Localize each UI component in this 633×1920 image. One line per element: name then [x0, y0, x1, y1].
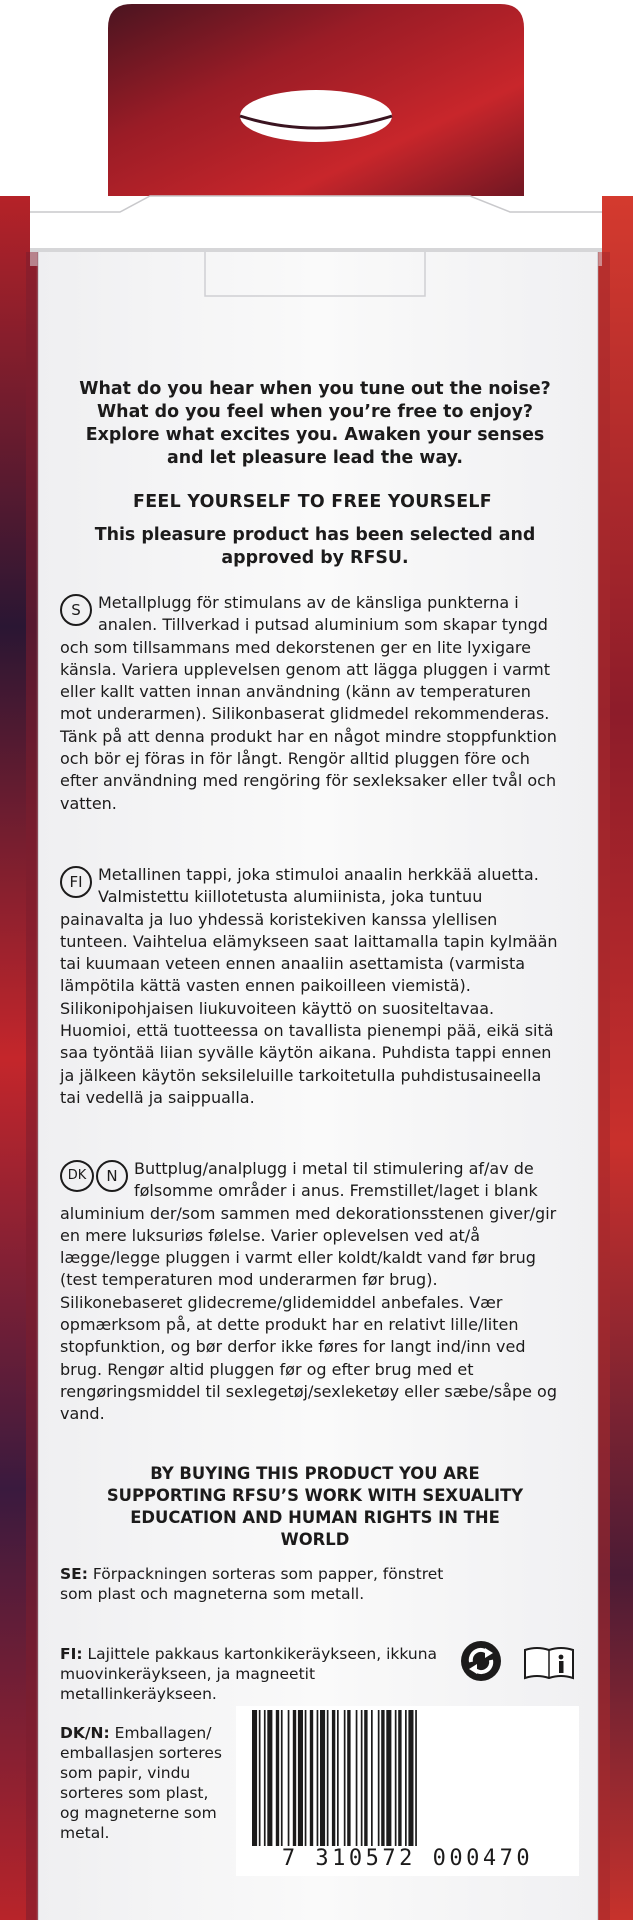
- recycling-label: SE:: [60, 1565, 88, 1583]
- recycling-se: [60, 1564, 460, 1604]
- barcode-bar: [281, 1710, 283, 1846]
- barcode-bar: [381, 1710, 384, 1846]
- barcode-bar: [395, 1710, 397, 1846]
- barcode-bar: [408, 1710, 413, 1846]
- recycling-label: DK/N:: [60, 1724, 110, 1742]
- barcode-bar: [378, 1710, 380, 1846]
- language-badge-se: S: [60, 594, 92, 626]
- barcode-bar: [405, 1710, 407, 1846]
- language-badge-n: N: [96, 1160, 128, 1192]
- barcode-bar: [305, 1710, 307, 1846]
- barcode-bar: [332, 1710, 335, 1846]
- barcode-bar: [356, 1710, 358, 1846]
- barcode-bar: [252, 1710, 257, 1860]
- intro-text: What do you hear when you tune out the noise? What do you feel when you’re free to enjoy? Explore what excites you. Awaken your senses and let pleasure lead the way.: [79, 379, 551, 468]
- info-leaflet-icon: [523, 1646, 575, 1680]
- language-badge-dk: DK: [60, 1160, 94, 1192]
- recycling-label: FI:: [60, 1645, 83, 1663]
- recycling-text: Förpackningen sorteras som papper, fönstret som plast och magneterna som metall.: [60, 1565, 444, 1603]
- barcode-bar: [337, 1710, 339, 1860]
- barcode-bar: [317, 1710, 319, 1846]
- section-danish-norwegian: [60, 1158, 565, 1426]
- barcode-bar: [293, 1710, 296, 1846]
- barcode-bar: [364, 1710, 367, 1846]
- barcode-bar: [371, 1710, 373, 1846]
- barcode-bar: [344, 1710, 346, 1846]
- headline: FEEL YOURSELF TO FREE YOURSELF: [133, 492, 492, 512]
- recycling-text: Emballagen/ emballasjen sorteres som papir, vindu sorteres som plast, og magneterne som metal.: [60, 1724, 222, 1842]
- barcode-bar: [267, 1710, 272, 1846]
- barcode-bar: [288, 1710, 290, 1846]
- approved-statement: This pleasure product has been selected and approved by RFSU.: [94, 525, 536, 568]
- supporting-statement: BY BUYING THIS PRODUCT YOU ARE SUPPORTING RFSU’S WORK WITH SEXUALITY EDUCATION AND HUMAN RIGHTS IN THE WORLD: [106, 1464, 524, 1549]
- barcode-bar: [264, 1710, 266, 1846]
- recycling-text: Lajittele pakkaus kartonkikeräykseen, ikkuna muovinkeräykseen, ja magneetit metallinkeräykseen.: [60, 1645, 438, 1703]
- barcode-bar: [398, 1710, 401, 1846]
- recycling-dk-n: [60, 1723, 228, 1843]
- barcode-bar: [327, 1710, 329, 1846]
- section-text: Metallplugg för stimulans av de känsliga punkterna i analen. Tillverkad i putsad aluminium som skapar tyngd och som tillsammans med dekorstenen ger en lite lyxigare känsla. Variera upplevelsen genom att lägga pluggen i varmt eller kallt vatten innan användning (känn av temperaturen mot underarmen). Silikonbaserat glidmedel rekommenderas. Tänk på att denna produkt har en något mindre stoppfunktion och bör ej föras in för långt. Rengör alltid pluggen före och efter användning med rengöring för sexleksaker eller tvål och vatten.: [60, 593, 557, 813]
- language-badge-fi: FI: [60, 866, 92, 898]
- barcode-bar: [386, 1710, 391, 1846]
- barcode-bar: [259, 1710, 261, 1860]
- recycle-icon: [460, 1640, 502, 1682]
- barcode-bar: [415, 1710, 417, 1860]
- recycling-fi: [60, 1644, 440, 1704]
- barcode-bar: [310, 1710, 313, 1846]
- section-finnish: [60, 864, 565, 1109]
- barcode-bar: [347, 1710, 350, 1846]
- section-swedish: [60, 592, 565, 815]
- barcode-bar: [361, 1710, 363, 1846]
- section-text: Metallinen tappi, joka stimuloi anaalin herkkää aluetta. Valmistettu kiillotetusta alumiinista, joka tuntuu painavalta ja luo yhdessä koristekiven kanssa ylellisen tunteen. Vaihtelua elämykseen saat laittamalla tapin kylmään tai kuumaan veteen ennen anaaliin asettamista (varmista lämpötila kättä vasten ennen paikoilleen viemistä). Silikonipohjaisen liukuvoiteen käyttö on suositeltavaa. Huomioi, että tuotteessa on tavallista pienempi pää, eikä sitä saa työntää liian syvälle käytön aikana. Puhdista tappi ennen ja jälkeen käytön seksileluille tarkoitetulla puhdistusaineella tai vedellä ja saippualla.: [60, 865, 558, 1107]
- section-text: Buttplug/analplugg i metal til stimulering af/av de følsomme områder i anus. Fremstillet/laget i blank aluminium der/som sammen med dekorationsstenen giver/gir en mere luksuriøs følelse. Varier oplevelsen ved at/å lægge/legge pluggen i varmt eller koldt/kaldt vand før brug (test temperaturen mod underarmen før brug). Silikonebaseret glidecreme/glidemiddel anbefales. Vær opmærksom på, at dette produkt har en relativt lille/liten stopfunktion, og bør derfor ikke føres for langt ind/inn ved brug. Rengør altid pluggen før og efter brug med et rengøringsmiddel til sexlegetøj/sexleketøy eller sæbe/såpe og vand.: [60, 1159, 557, 1424]
- barcode-bar: [276, 1710, 279, 1846]
- barcode-digits: 7 310572 000470: [236, 1846, 579, 1871]
- barcode-bar: [320, 1710, 325, 1846]
- barcode-bar: [298, 1710, 303, 1846]
